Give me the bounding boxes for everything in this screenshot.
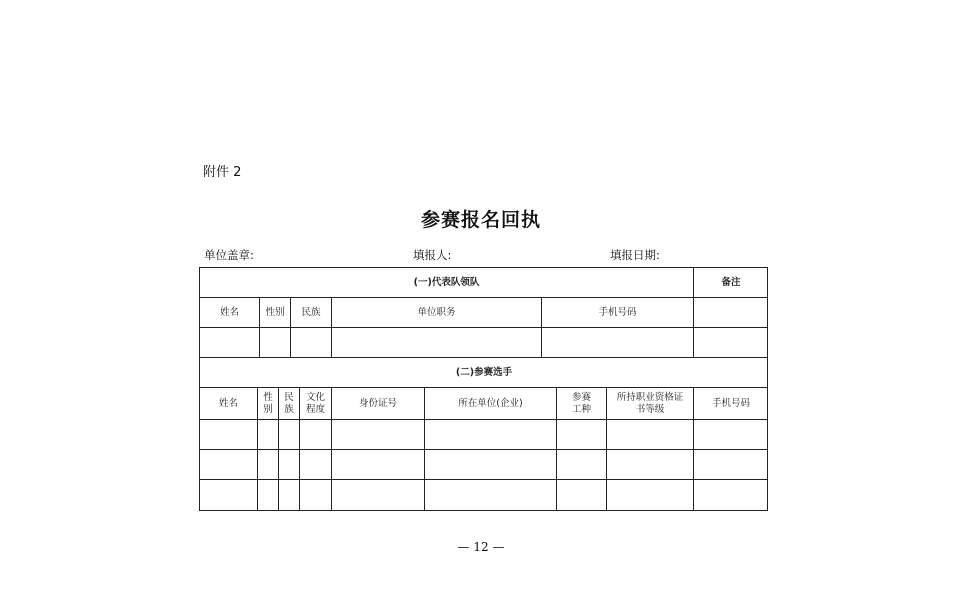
contestant-entry-cell[interactable] <box>607 480 694 510</box>
contestant-entry-cell[interactable] <box>694 480 768 510</box>
contestant-entry-cell[interactable] <box>694 450 768 480</box>
leader-col-ethnicity: 民族 <box>291 298 332 328</box>
contestant-entry-cell[interactable] <box>425 480 557 510</box>
page-number: — 12 — <box>457 540 505 554</box>
leader-entry-phone[interactable] <box>542 328 694 358</box>
contestant-entry-cell[interactable] <box>557 480 607 510</box>
contestant-col-gender: 性 别 <box>258 388 279 420</box>
contestant-entry-cell[interactable] <box>279 480 300 510</box>
filler-label: 填报人: <box>413 248 452 262</box>
contestant-col-education: 文化 程度 <box>300 388 332 420</box>
contestant-col-name: 姓名 <box>200 388 258 420</box>
leader-remark-cell <box>694 298 768 328</box>
contestant-entry-cell[interactable] <box>300 420 332 450</box>
contestant-entry-cell[interactable] <box>200 450 258 480</box>
contestant-entry-cell[interactable] <box>557 420 607 450</box>
contestant-col-ethnicity: 民 族 <box>279 388 300 420</box>
leader-entry-gender[interactable] <box>260 328 291 358</box>
leader-entry-name[interactable] <box>200 328 260 358</box>
remark-header: 备注 <box>694 268 768 298</box>
contestant-col-phone: 手机号码 <box>694 388 768 420</box>
leader-col-gender: 性别 <box>260 298 291 328</box>
contestant-entry-cell[interactable] <box>279 420 300 450</box>
contestant-entry-cell[interactable] <box>557 450 607 480</box>
registration-table <box>199 267 768 511</box>
unit-seal-label: 单位盖章: <box>204 248 254 262</box>
contestant-entry-cell[interactable] <box>300 480 332 510</box>
leader-entry-position[interactable] <box>332 328 542 358</box>
contestant-entry-cell[interactable] <box>300 450 332 480</box>
leader-col-phone: 手机号码 <box>542 298 694 328</box>
contestant-entry-cell[interactable] <box>258 480 279 510</box>
leader-col-name: 姓名 <box>200 298 260 328</box>
contestant-col-trade: 参赛 工种 <box>557 388 607 420</box>
contestant-entry-cell[interactable] <box>200 480 258 510</box>
contestant-col-qualification: 所持职业资格证 书等级 <box>607 388 694 420</box>
contestant-entry-cell[interactable] <box>258 450 279 480</box>
contestant-entry-cell[interactable] <box>425 450 557 480</box>
contestant-col-id-number: 身份证号 <box>332 388 425 420</box>
attachment-label: 附件 2 <box>203 165 242 180</box>
contestant-entry-cell[interactable] <box>200 420 258 450</box>
contestant-entry-cell[interactable] <box>258 420 279 450</box>
contestant-entry-cell[interactable] <box>425 420 557 450</box>
contestant-entry-cell[interactable] <box>332 420 425 450</box>
fill-date-label: 填报日期: <box>610 248 660 262</box>
contestant-entry-cell[interactable] <box>694 420 768 450</box>
leader-col-position: 单位职务 <box>332 298 542 328</box>
leaders-section-header: (一)代表队领队 <box>200 268 694 298</box>
contestant-col-company: 所在单位(企业) <box>425 388 557 420</box>
leader-entry-ethnicity[interactable] <box>291 328 332 358</box>
contestant-entry-cell[interactable] <box>607 420 694 450</box>
leader-entry-remark[interactable] <box>694 328 768 358</box>
contestant-entry-cell[interactable] <box>279 450 300 480</box>
document-title: 参赛报名回执 <box>420 209 541 231</box>
contestant-entry-cell[interactable] <box>332 450 425 480</box>
contestants-section-header: (二)参赛选手 <box>200 358 768 388</box>
contestant-entry-cell[interactable] <box>607 450 694 480</box>
contestant-entry-cell[interactable] <box>332 480 425 510</box>
